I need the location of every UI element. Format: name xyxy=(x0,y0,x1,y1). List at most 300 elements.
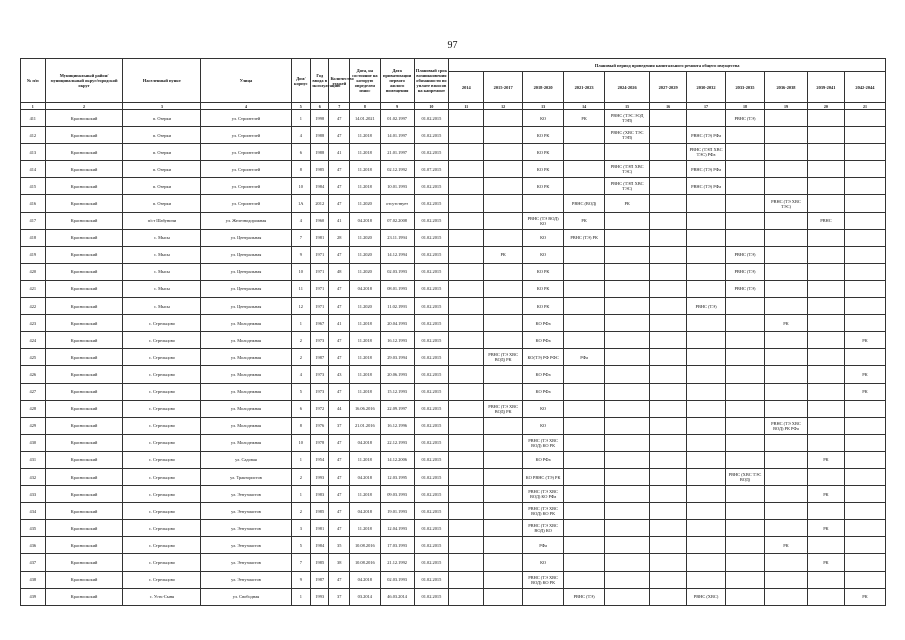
period-cell xyxy=(687,571,726,588)
header-municipality: Муниципальный район/ муниципальный округ/городской округ xyxy=(45,59,123,103)
period-cell xyxy=(449,349,484,366)
floors-cell: 47 xyxy=(329,195,349,212)
floors-cell: 47 xyxy=(329,110,349,127)
obligation-date-cell: 01.02.2015 xyxy=(414,537,449,554)
period-cell xyxy=(844,468,885,485)
period-cell: РВНС (ТЭ) xyxy=(726,263,765,280)
year-cell: 1971 xyxy=(311,246,329,263)
period-cell xyxy=(484,451,523,468)
locality-cell: с. Мысы xyxy=(123,263,201,280)
table-row xyxy=(21,434,886,451)
period-cell: РК xyxy=(807,554,844,571)
period-cell: КО РК xyxy=(523,280,564,297)
period-cell xyxy=(764,451,807,468)
privatization-date-cell: 14.12.1994 xyxy=(380,246,414,263)
column-number: 11 xyxy=(449,103,484,110)
period-cell xyxy=(484,315,523,332)
condition-date-cell: 11.2018 xyxy=(349,451,380,468)
header-period: 2014 xyxy=(449,72,484,103)
period-cell: РК xyxy=(844,383,885,400)
period-cell xyxy=(564,537,605,554)
floors-cell: 44 xyxy=(329,400,349,417)
period-cell xyxy=(650,588,687,605)
period-cell xyxy=(605,588,650,605)
period-cell xyxy=(605,315,650,332)
privatization-date-cell: 02.03.1993 xyxy=(380,571,414,588)
period-cell xyxy=(726,571,765,588)
period-cell xyxy=(605,212,650,229)
period-cell xyxy=(726,178,765,195)
column-number: 1 xyxy=(21,103,46,110)
locality-cell: п. Озерки xyxy=(123,161,201,178)
period-cell xyxy=(605,366,650,383)
column-number: 16 xyxy=(650,103,687,110)
period-cell xyxy=(449,144,484,161)
street-cell: ул. Молодежная xyxy=(201,417,291,434)
period-cell xyxy=(844,298,885,315)
street-cell: ул. Молодежная xyxy=(201,315,291,332)
municipality-cell: Красноокский xyxy=(45,212,123,229)
period-cell xyxy=(484,161,523,178)
period-cell xyxy=(764,588,807,605)
locality-cell: с. Стрельцово xyxy=(123,366,201,383)
municipality-cell: Красноокский xyxy=(45,195,123,212)
period-cell xyxy=(844,280,885,297)
period-cell xyxy=(650,349,687,366)
period-cell xyxy=(564,554,605,571)
street-cell: ул. Молодежная xyxy=(201,434,291,451)
period-cell xyxy=(650,110,687,127)
period-cell xyxy=(807,178,844,195)
period-cell xyxy=(844,110,885,127)
year-cell: 1967 xyxy=(311,315,329,332)
locality-cell: с. Стрельцово xyxy=(123,400,201,417)
period-cell xyxy=(726,161,765,178)
period-cell xyxy=(844,486,885,503)
building-cell: 9 xyxy=(291,246,310,263)
floors-cell: 47 xyxy=(329,468,349,485)
obligation-date-cell: 01.02.2015 xyxy=(414,263,449,280)
period-cell xyxy=(844,417,885,434)
column-number: 15 xyxy=(605,103,650,110)
condition-date-cell: 11.2018 xyxy=(349,383,380,400)
year-cell: 2012 xyxy=(311,195,329,212)
period-cell: РВНС (ТЭ ХВС ТЭС) xyxy=(764,195,807,212)
header-privatization-date: Дата приватизации первого жилого помещения xyxy=(380,59,414,103)
period-cell xyxy=(844,178,885,195)
obligation-date-cell: 01.02.2015 xyxy=(414,588,449,605)
obligation-date-cell: 01.02.2015 xyxy=(414,366,449,383)
municipality-cell: Красноокский xyxy=(45,263,123,280)
building-cell: 4 xyxy=(291,127,310,144)
header-period: 2018-2020 xyxy=(523,72,564,103)
table-row xyxy=(21,537,886,554)
building-cell: 6 xyxy=(291,400,310,417)
period-cell xyxy=(764,246,807,263)
period-cell xyxy=(564,434,605,451)
period-cell xyxy=(605,263,650,280)
period-cell xyxy=(605,434,650,451)
floors-cell: 47 xyxy=(329,349,349,366)
privatization-date-cell: 02.03.1993 xyxy=(380,263,414,280)
period-cell xyxy=(650,195,687,212)
condition-date-cell: 11.2018 xyxy=(349,315,380,332)
period-cell xyxy=(650,417,687,434)
table-row xyxy=(21,229,886,246)
period-cell xyxy=(564,332,605,349)
year-cell: 1971 xyxy=(311,298,329,315)
obligation-date-cell: 01.02.2015 xyxy=(414,486,449,503)
floors-cell: 47 xyxy=(329,246,349,263)
column-number: 18 xyxy=(726,103,765,110)
row-number: 434 xyxy=(21,503,46,520)
period-cell xyxy=(687,263,726,280)
municipality-cell: Красноокский xyxy=(45,383,123,400)
period-cell xyxy=(449,571,484,588)
row-number: 418 xyxy=(21,229,46,246)
floors-cell: 47 xyxy=(329,127,349,144)
period-cell: РК xyxy=(764,315,807,332)
obligation-date-cell: 01.02.2015 xyxy=(414,212,449,229)
municipality-cell: Красноокский xyxy=(45,161,123,178)
table-row xyxy=(21,417,886,434)
street-cell: ул. Молодежная xyxy=(201,349,291,366)
period-cell: РК xyxy=(564,110,605,127)
period-cell xyxy=(564,315,605,332)
obligation-date-cell: 01.02.2015 xyxy=(414,383,449,400)
row-number: 432 xyxy=(21,468,46,485)
building-cell: 8 xyxy=(291,161,310,178)
row-number: 433 xyxy=(21,486,46,503)
period-cell xyxy=(687,468,726,485)
header-condition-date: Дата, на состояние на которую определен износ xyxy=(349,59,380,103)
column-number: 17 xyxy=(687,103,726,110)
period-cell xyxy=(844,520,885,537)
period-cell xyxy=(564,468,605,485)
period-cell xyxy=(726,298,765,315)
street-cell: ул. Строителей xyxy=(201,161,291,178)
privatization-date-cell: 46.03.2014 xyxy=(380,588,414,605)
period-cell xyxy=(564,417,605,434)
locality-cell: с. Мысы xyxy=(123,246,201,263)
municipality-cell: Красноокский xyxy=(45,110,123,127)
building-cell: 5 xyxy=(291,537,310,554)
row-number: 421 xyxy=(21,280,46,297)
header-period: 2039-2041 xyxy=(807,72,844,103)
period-cell xyxy=(807,161,844,178)
period-cell xyxy=(726,366,765,383)
street-cell: ул. Энтузиастов xyxy=(201,554,291,571)
period-cell xyxy=(484,263,523,280)
obligation-date-cell: 01.02.2015 xyxy=(414,417,449,434)
period-cell xyxy=(807,400,844,417)
period-cell: РФа xyxy=(564,349,605,366)
municipality-cell: Красноокский xyxy=(45,588,123,605)
condition-date-cell: 11.2018 xyxy=(349,127,380,144)
period-cell xyxy=(687,451,726,468)
period-cell xyxy=(564,520,605,537)
period-cell xyxy=(764,178,807,195)
locality-cell: с. Стрельцово xyxy=(123,349,201,366)
building-cell: 3 xyxy=(291,520,310,537)
period-cell xyxy=(807,503,844,520)
period-cell: РК xyxy=(807,520,844,537)
table-row xyxy=(21,144,886,161)
period-cell xyxy=(650,229,687,246)
period-cell: РВНС (ТЭ) РФа xyxy=(687,161,726,178)
period-cell xyxy=(650,537,687,554)
period-cell xyxy=(844,212,885,229)
year-cell: 1971 xyxy=(311,280,329,297)
locality-cell: с. Стрельцово xyxy=(123,315,201,332)
period-cell xyxy=(449,588,484,605)
period-cell xyxy=(726,383,765,400)
table-row xyxy=(21,503,886,520)
privatization-date-cell: 21.12.1992 xyxy=(380,554,414,571)
period-cell: КО РВНС (ТЭ) РК xyxy=(523,468,564,485)
period-cell: РВНС (ТЭ ХВС ВОД) КО РФа xyxy=(523,486,564,503)
privatization-date-cell: 10.01.1993 xyxy=(380,178,414,195)
obligation-date-cell: 01.02.2015 xyxy=(414,178,449,195)
period-cell: РВНС (ТЭ ВОД) КО xyxy=(523,212,564,229)
header-period: 2036-2038 xyxy=(764,72,807,103)
period-cell xyxy=(764,366,807,383)
period-cell: РВНС (ТЭП ХВС ТЭС) xyxy=(605,178,650,195)
period-cell xyxy=(764,280,807,297)
header-period: 2030-2032 xyxy=(687,72,726,103)
period-cell: РВНС (ТЭ ХВС ВОД) РК xyxy=(484,349,523,366)
building-cell: 2 xyxy=(291,468,310,485)
period-cell xyxy=(605,246,650,263)
period-cell xyxy=(764,400,807,417)
period-cell xyxy=(687,212,726,229)
period-cell: РВНС (ТЭ) РФа xyxy=(687,178,726,195)
period-cell: РВНС (ТЭС ЭОД ТЭП) xyxy=(605,110,650,127)
header-period: 2015-2017 xyxy=(484,72,523,103)
period-cell xyxy=(650,127,687,144)
floors-cell: 38 xyxy=(329,554,349,571)
row-number: 423 xyxy=(21,315,46,332)
period-cell: РВНС (ТЭ ХВС ВОД) РК РФа xyxy=(764,417,807,434)
floors-cell: 37 xyxy=(329,417,349,434)
period-cell xyxy=(764,127,807,144)
table-row xyxy=(21,349,886,366)
row-number: 424 xyxy=(21,332,46,349)
period-cell xyxy=(764,332,807,349)
row-number: 414 xyxy=(21,161,46,178)
period-cell xyxy=(650,571,687,588)
period-cell xyxy=(764,520,807,537)
period-cell xyxy=(605,400,650,417)
locality-cell: п. Озерки xyxy=(123,195,201,212)
period-cell xyxy=(726,349,765,366)
period-cell: РК xyxy=(564,212,605,229)
year-cell: 1988 xyxy=(311,144,329,161)
privatization-date-cell: 15.12.1993 xyxy=(380,383,414,400)
privatization-date-cell: 14.12.2006 xyxy=(380,451,414,468)
obligation-date-cell: 01.02.2015 xyxy=(414,468,449,485)
municipality-cell: Красноокский xyxy=(45,280,123,297)
period-cell xyxy=(726,554,765,571)
period-cell xyxy=(564,280,605,297)
period-cell xyxy=(844,554,885,571)
period-cell: КО xyxy=(523,229,564,246)
period-cell xyxy=(484,468,523,485)
period-cell xyxy=(564,161,605,178)
period-cell xyxy=(764,571,807,588)
period-cell xyxy=(764,468,807,485)
period-cell xyxy=(764,503,807,520)
period-cell xyxy=(687,417,726,434)
locality-cell: п. Озерки xyxy=(123,178,201,195)
period-cell xyxy=(605,537,650,554)
period-cell xyxy=(449,161,484,178)
page-number: 97 xyxy=(447,40,458,51)
period-cell xyxy=(564,503,605,520)
period-cell xyxy=(650,212,687,229)
locality-cell: с. Стрельцово xyxy=(123,554,201,571)
period-cell: КО РФа xyxy=(523,366,564,383)
municipality-cell: Красноокский xyxy=(45,451,123,468)
period-cell xyxy=(687,332,726,349)
condition-date-cell: 11.2018 xyxy=(349,144,380,161)
period-cell xyxy=(650,298,687,315)
period-cell xyxy=(484,212,523,229)
period-cell xyxy=(605,571,650,588)
municipality-cell: Красноокский xyxy=(45,246,123,263)
header-street: Улица xyxy=(201,59,291,103)
period-cell xyxy=(844,400,885,417)
locality-cell: с. Стрельцово xyxy=(123,434,201,451)
period-cell xyxy=(844,144,885,161)
period-cell xyxy=(844,229,885,246)
period-cell xyxy=(807,537,844,554)
period-cell xyxy=(650,503,687,520)
street-cell: ул. Центральная xyxy=(201,246,291,263)
period-cell xyxy=(807,127,844,144)
street-cell: ул. Молодежная xyxy=(201,400,291,417)
municipality-cell: Красноокский xyxy=(45,178,123,195)
period-cell xyxy=(807,298,844,315)
period-cell xyxy=(449,263,484,280)
row-number: 437 xyxy=(21,554,46,571)
condition-date-cell: 11.2020 xyxy=(349,246,380,263)
municipality-cell: Красноокский xyxy=(45,571,123,588)
condition-date-cell: 04.2018 xyxy=(349,503,380,520)
floors-cell: 47 xyxy=(329,503,349,520)
floors-cell: 47 xyxy=(329,383,349,400)
period-cell xyxy=(650,486,687,503)
locality-cell: с. Стрельцово xyxy=(123,332,201,349)
privatization-date-cell: 17.03.1993 xyxy=(380,537,414,554)
year-cell: 1987 xyxy=(311,571,329,588)
condition-date-cell: 11.2018 xyxy=(349,161,380,178)
period-cell xyxy=(726,127,765,144)
period-cell xyxy=(687,229,726,246)
locality-cell: с. Стрельцово xyxy=(123,383,201,400)
privatization-date-cell: 21.01.1997 xyxy=(380,144,414,161)
period-cell xyxy=(484,554,523,571)
period-cell xyxy=(726,503,765,520)
header-year-built: Год ввода в эксплуатацию xyxy=(311,59,329,103)
period-cell xyxy=(844,263,885,280)
street-cell: ул. Строителей xyxy=(201,195,291,212)
period-cell xyxy=(523,588,564,605)
period-cell xyxy=(844,571,885,588)
street-cell: ул. Молодежная xyxy=(201,332,291,349)
period-cell xyxy=(605,383,650,400)
period-cell xyxy=(807,571,844,588)
period-cell xyxy=(449,229,484,246)
period-cell: КО РФа xyxy=(523,332,564,349)
obligation-date-cell: 01.02.2015 xyxy=(414,229,449,246)
building-cell: 10 xyxy=(291,178,310,195)
privatization-date-cell: 08.01.1993 xyxy=(380,280,414,297)
obligation-date-cell: 01.02.2015 xyxy=(414,246,449,263)
period-cell xyxy=(650,315,687,332)
building-cell: 7 xyxy=(291,554,310,571)
floors-cell: 35 xyxy=(329,537,349,554)
period-cell xyxy=(484,486,523,503)
condition-date-cell: 11.2020 xyxy=(349,263,380,280)
row-number: 436 xyxy=(21,537,46,554)
floors-cell: 47 xyxy=(329,571,349,588)
period-cell xyxy=(650,366,687,383)
obligation-date-cell: 01.02.2015 xyxy=(414,571,449,588)
period-cell xyxy=(650,520,687,537)
year-cell: 1985 xyxy=(311,503,329,520)
header-period: 2027-2029 xyxy=(650,72,687,103)
street-cell: ул. Строителей xyxy=(201,110,291,127)
capital-repair-table xyxy=(20,58,886,606)
period-cell xyxy=(687,383,726,400)
period-cell: РВНС (ТЭ) РФа xyxy=(687,127,726,144)
period-cell xyxy=(726,451,765,468)
row-number: 411 xyxy=(21,110,46,127)
row-number: 438 xyxy=(21,571,46,588)
locality-cell: с. Усть-Сыня xyxy=(123,588,201,605)
period-cell: КО xyxy=(523,554,564,571)
period-cell: КО РФа xyxy=(523,315,564,332)
year-cell: 1981 xyxy=(311,229,329,246)
floors-cell: 47 xyxy=(329,332,349,349)
period-cell xyxy=(687,110,726,127)
period-cell xyxy=(650,280,687,297)
obligation-date-cell: 01.02.2015 xyxy=(414,434,449,451)
street-cell: ул. Центральная xyxy=(201,280,291,297)
period-cell xyxy=(484,229,523,246)
municipality-cell: Красноокский xyxy=(45,366,123,383)
locality-cell: с. Стрельцово xyxy=(123,417,201,434)
period-cell: РК xyxy=(844,332,885,349)
obligation-date-cell: 01.02.2015 xyxy=(414,400,449,417)
period-cell: РВНС (ТЭП ХВС ТЭС) РФа xyxy=(687,144,726,161)
row-number: 417 xyxy=(21,212,46,229)
period-cell xyxy=(687,349,726,366)
period-cell xyxy=(484,434,523,451)
period-cell: КО xyxy=(523,110,564,127)
building-cell: 8 xyxy=(291,417,310,434)
period-cell xyxy=(484,332,523,349)
period-cell xyxy=(764,263,807,280)
period-cell: РВНС (ХВС ТЭС ВОД) xyxy=(726,468,765,485)
period-cell xyxy=(807,110,844,127)
table-row xyxy=(21,195,886,212)
period-cell: КО РК xyxy=(523,144,564,161)
table-row xyxy=(21,486,886,503)
locality-cell: с. Мысы xyxy=(123,229,201,246)
column-number: 5 xyxy=(291,103,310,110)
